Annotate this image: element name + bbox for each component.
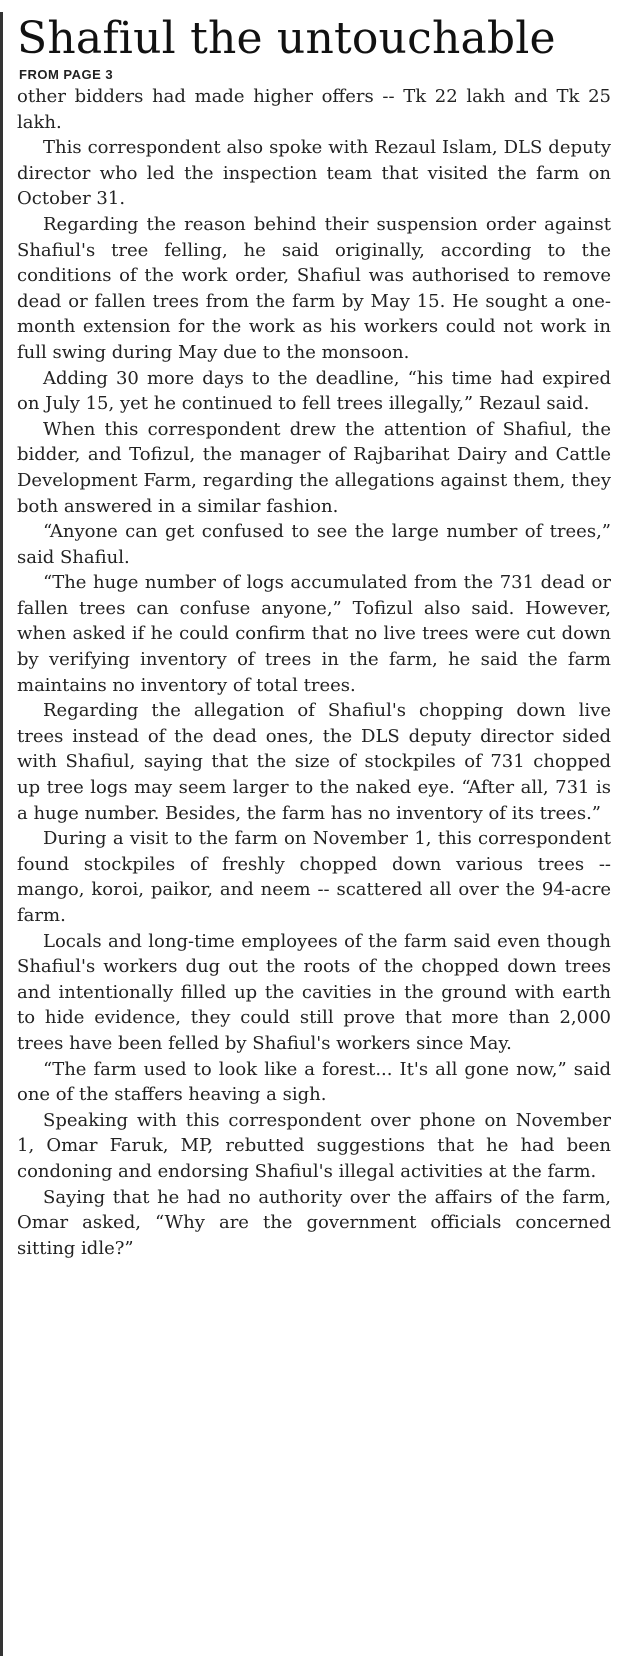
article-body xyxy=(17,84,611,1261)
paragraph: During a visit to the farm on November 1, this correspondent found stockpiles of freshly chopped down various trees -- mango, koroi, paikor, and neem -- scattered all over the 94-acre farm. xyxy=(17,828,611,926)
paragraph: Saying that he had no authority over the affairs of the farm, Omar asked, “Why are the government officials concerned sitting idle?” xyxy=(17,1186,611,1259)
paragraph: Regarding the reason behind their suspension order against Shafiul's tree felling, he said originally, according to the conditions of the work order, Shafiul was authorised to remove dead or fallen trees from the farm by May 15. He sought a one-month extension for the work as his workers could not work in full swing during May due to the monsoon. xyxy=(17,213,611,363)
paragraph: “The farm used to look like a forest... It's all gone now,” said one of the staffers heaving a sigh. xyxy=(17,1058,611,1106)
jump-line: FROM PAGE 3 xyxy=(19,67,114,82)
paragraph: Adding 30 more days to the deadline, “his time had expired on July 15, yet he continued to fell trees illegally,” Rezaul said. xyxy=(17,367,611,415)
paragraph: “Anyone can get confused to see the large number of trees,” said Shafiul. xyxy=(17,521,611,568)
paragraph: Locals and long-time employees of the farm said even though Shafiul's workers dug out the roots of the chopped down trees and intentionally filled up the cavities in the ground with earth to hide evidence, they could still prove that more than 2,000 trees have been felled by Shafiul's workers since May. xyxy=(17,930,611,1054)
newspaper-clipping xyxy=(0,12,625,1656)
headline: Shafiul the untouchable xyxy=(17,13,556,64)
paragraph: When this correspondent drew the attention of Shafiul, the bidder, and Tofizul, the manager of Rajbarihat Dairy and Cattle Development Farm, regarding the allegations against them, they both answered in a similar fashion. xyxy=(17,418,611,517)
paragraph: “The huge number of logs accumulated from the 731 dead or fallen trees can confuse anyone,” Tofizul also said. However, when asked if he could confirm that no live trees were cut down by verifying inventory of trees in the farm, he said the farm maintains no inventory of total trees. xyxy=(17,572,611,696)
paragraph: This correspondent also spoke with Rezaul Islam, DLS deputy director who led the inspection team that visited the farm on October 31. xyxy=(17,137,611,210)
paragraph: Speaking with this correspondent over phone on November 1, Omar Faruk, MP, rebutted suggestions that he had been condoning and endorsing Shafiul's illegal activities at the farm. xyxy=(17,1109,611,1182)
paragraph: other bidders had made higher offers -- Tk 22 lakh and Tk 25 lakh. xyxy=(17,86,611,133)
paragraph: Regarding the allegation of Shafiul's chopping down live trees instead of the dead ones, the DLS deputy director sided with Shafiul, saying that the size of stockpiles of 731 chopped up tree logs may seem larger to the naked eye. “After all, 731 is a huge number. Besides, the farm has no inventory of its trees.” xyxy=(17,700,611,824)
